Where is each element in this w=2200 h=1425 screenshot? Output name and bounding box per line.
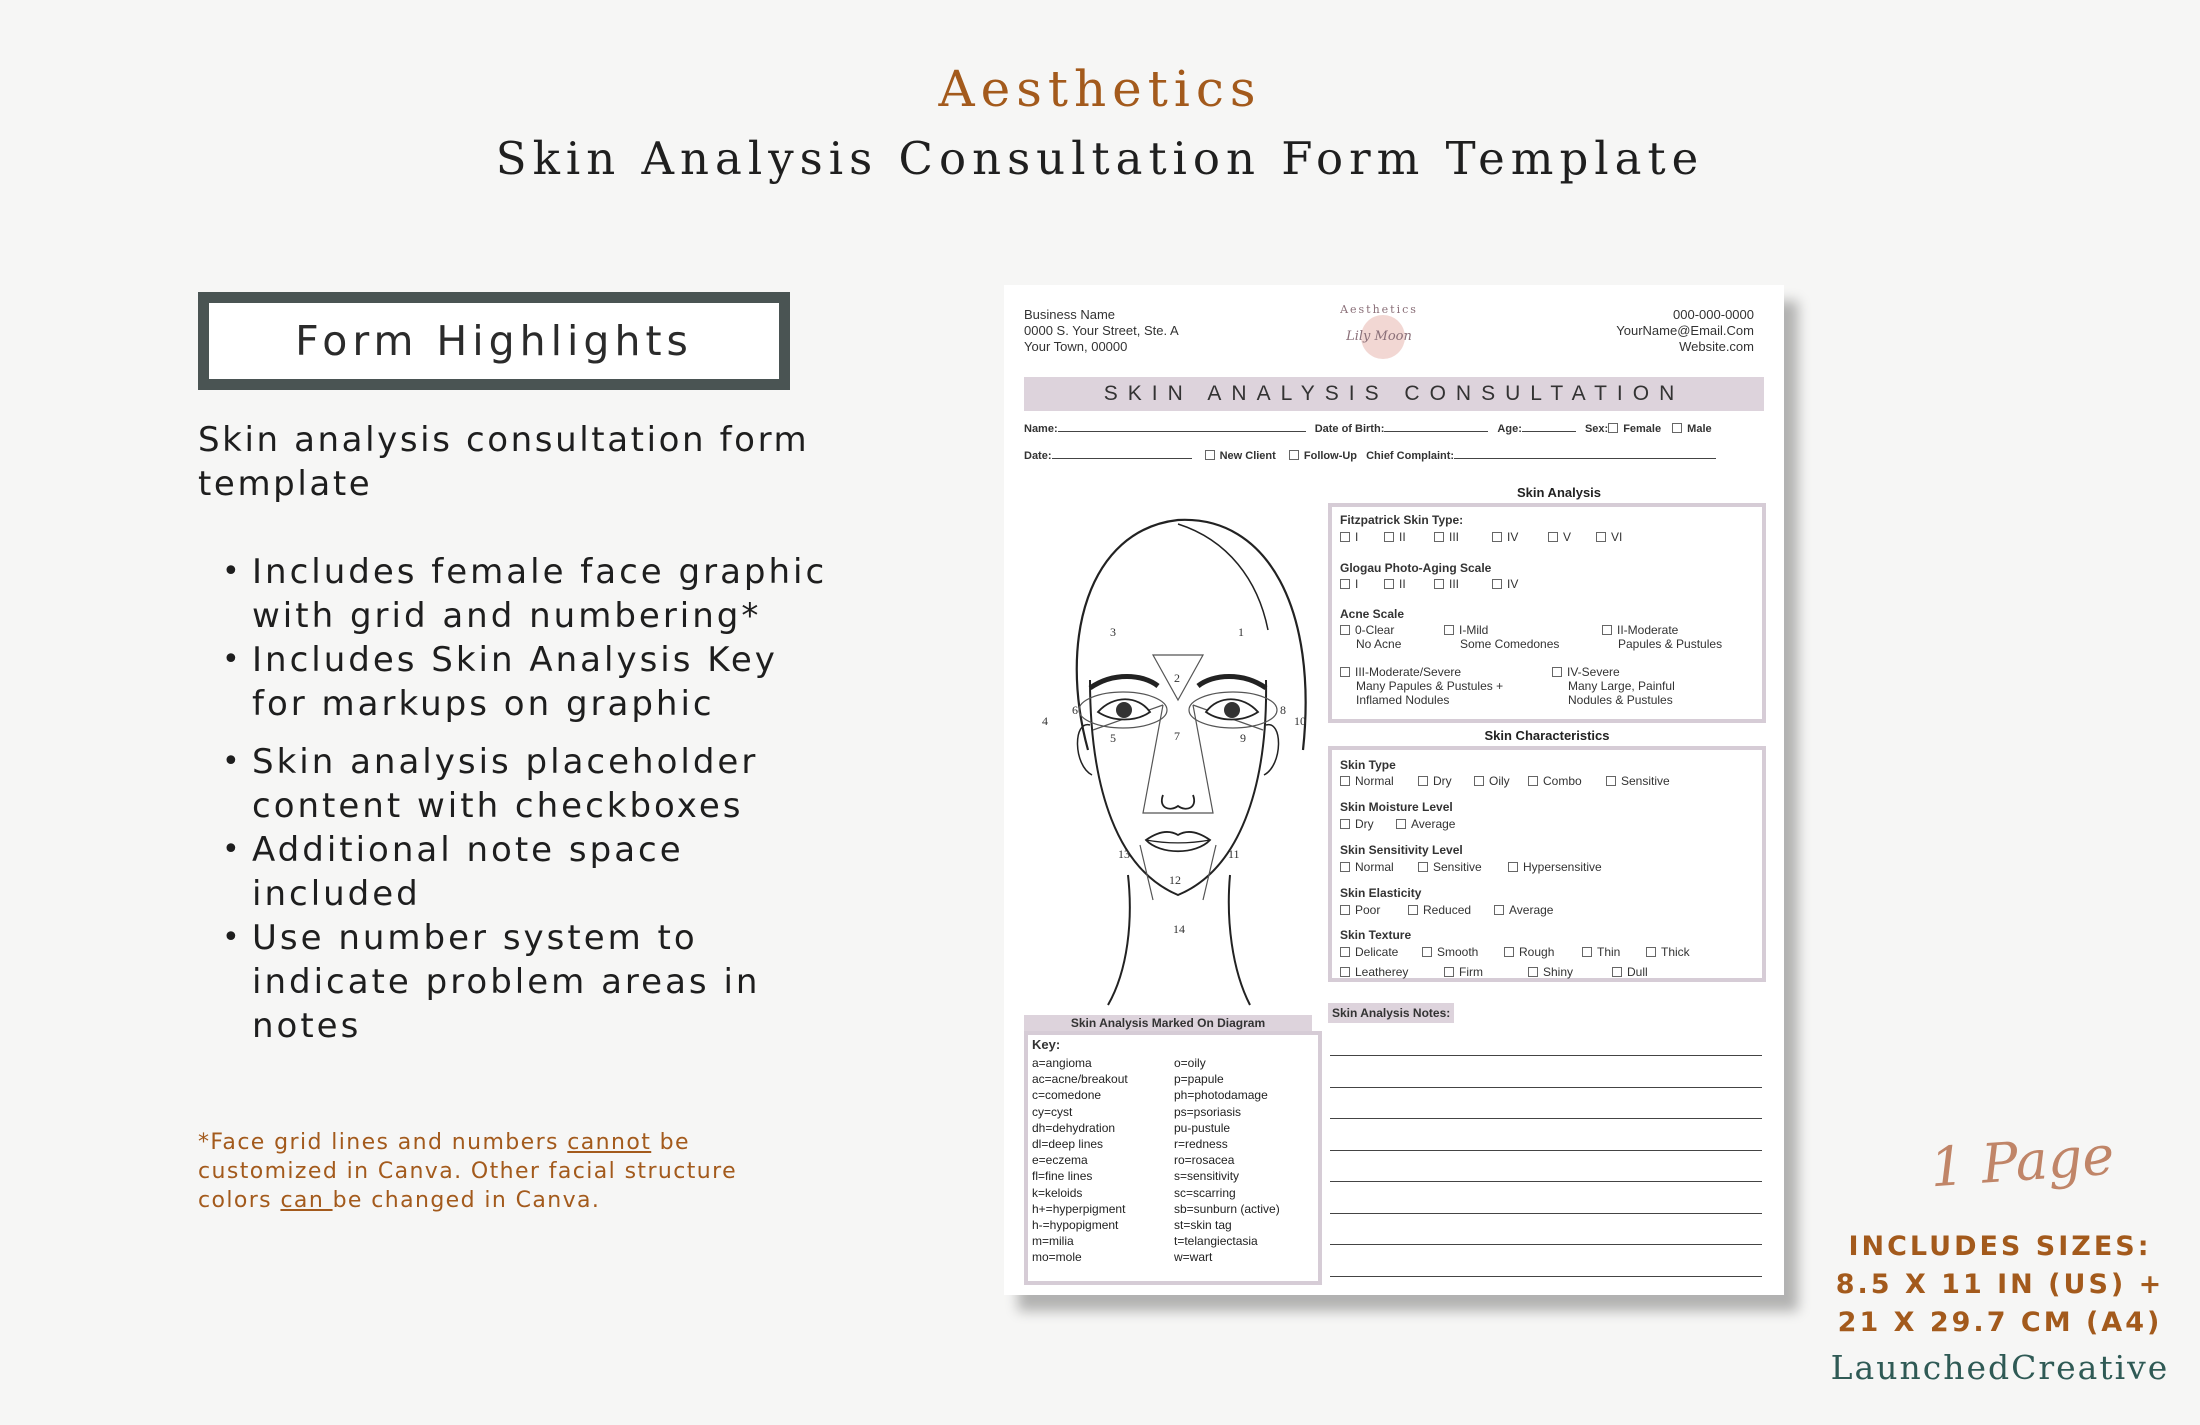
left-brow [1090, 677, 1158, 689]
key-left-column [1032, 1055, 1128, 1266]
logo-top-text: Aesthetics [1340, 303, 1418, 316]
key-item: k=keloids [1032, 1185, 1083, 1200]
form-banner: SKIN ANALYSIS CONSULTATION [1024, 377, 1764, 411]
sizes-line: 21 X 29.7 CM (A4) [1837, 1307, 2163, 1338]
face-number: 14 [1173, 922, 1185, 936]
right-brow [1198, 677, 1266, 689]
key-item: cy=cyst [1032, 1104, 1073, 1119]
face-number: 4 [1042, 714, 1048, 728]
business-info [1024, 307, 1179, 355]
face-number: 6 [1072, 703, 1078, 717]
face-number: 10 [1294, 714, 1306, 728]
sizes-line: 8.5 X 11 IN (US) + [1835, 1269, 2165, 1300]
acne-option: IV-Severe Many Large, Painful Nodules & Pustules [1552, 665, 1675, 707]
business-phone: 000-000-0000 [1673, 307, 1754, 322]
sizes-info [1820, 1228, 2180, 1342]
glogau-options [1340, 577, 1518, 591]
option-label: III [1449, 530, 1460, 544]
sex-label: Sex: [1584, 423, 1609, 435]
key-item: sc=scarring [1174, 1185, 1236, 1200]
option-label: IV [1507, 577, 1519, 591]
footnote-part: be customized in Canva. Other facial structure colors [198, 1130, 738, 1213]
left-eye [1098, 699, 1150, 719]
highlights-list [220, 550, 840, 1048]
business-town: Your Town, 00000 [1024, 339, 1128, 354]
marked-diagram-title: Skin Analysis Marked On Diagram [1024, 1015, 1312, 1031]
age-line [1522, 431, 1576, 432]
male-label: Male [1687, 423, 1712, 435]
face-diagram [1018, 490, 1328, 1010]
dob-label: Date of Birth: [1314, 423, 1385, 435]
key-item: ph=photodamage [1174, 1088, 1268, 1103]
follow-up-label: Follow-Up [1303, 450, 1358, 462]
key-item: pu-pustule [1174, 1120, 1231, 1135]
sensitivity-title: Skin Sensitivity Level [1340, 843, 1463, 857]
notes-line [1330, 1150, 1762, 1151]
intro-text: Skin analysis consultation form template [198, 420, 810, 504]
notes-line [1330, 1276, 1762, 1277]
key-box [1024, 1031, 1322, 1285]
elasticity-options: Poor Reduced Average [1340, 903, 1553, 917]
face-number: 5 [1110, 731, 1116, 745]
page-count-label: 1 Page [1928, 1123, 2117, 1200]
footnote-part: be changed in Canva. [332, 1188, 601, 1213]
client-fields-row-1 [1024, 423, 1712, 435]
face-number: 3 [1110, 625, 1116, 639]
age-label: Age: [1497, 423, 1522, 435]
key-item: r=redness [1174, 1137, 1228, 1152]
option-label: IV [1507, 530, 1519, 544]
logo-script-text: Lily Moon [1346, 329, 1412, 344]
acne-option: III-Moderate/Severe Many Papules & Pustules + Inflamed Nodules [1340, 665, 1503, 707]
face-number: 7 [1174, 729, 1180, 743]
hair-strand-right [1178, 524, 1268, 630]
key-item: dh=dehydration [1032, 1120, 1116, 1135]
page-title: Skin Analysis Consultation Form Template [495, 132, 1705, 185]
key-item: c=comedone [1032, 1088, 1102, 1103]
dob-line [1384, 431, 1488, 432]
skin-type-options: Normal Dry Oily Combo Sensitive [1340, 774, 1670, 788]
option-label: II [1399, 530, 1406, 544]
business-email: YourName@Email.Com [1616, 323, 1754, 338]
option-label: I [1355, 530, 1359, 544]
acne-title: Acne Scale [1340, 607, 1405, 621]
key-title: Key: [1032, 1037, 1061, 1052]
list-item: • Skin analysis placeholder content with checkboxes [220, 740, 840, 828]
notes-line [1330, 1213, 1762, 1214]
complaint-label: Chief Complaint: [1366, 450, 1455, 462]
key-item: sb=sunburn (active) [1174, 1201, 1280, 1216]
notes-line [1330, 1244, 1762, 1245]
option-label: III [1449, 577, 1460, 591]
notes-line [1330, 1087, 1762, 1088]
sensitivity-options: Normal Sensitive Hypersensitive [1340, 860, 1602, 874]
name-line [1058, 431, 1306, 432]
key-right-column [1174, 1055, 1280, 1266]
key-item: mo=mole [1032, 1250, 1082, 1265]
brand-heading: Aesthetics [938, 60, 1262, 118]
acne-option: I-Mild Some Comedones [1444, 623, 1559, 651]
business-street: 0000 S. Your Street, Ste. A [1024, 323, 1179, 338]
form-highlights-title: Form Highlights [295, 317, 693, 365]
face-number: 9 [1240, 731, 1246, 745]
texture-options-2: Leatherey Firm Shiny Dull [1340, 965, 1648, 979]
neck-left [1108, 875, 1130, 1005]
key-item: t=telangiectasia [1174, 1234, 1258, 1249]
complaint-line [1454, 458, 1716, 459]
new-client-label: New Client [1219, 450, 1276, 462]
female-label: Female [1623, 423, 1662, 435]
key-item: dl=deep lines [1032, 1137, 1104, 1152]
nose [1162, 795, 1194, 809]
face-number: 8 [1280, 703, 1286, 717]
notes-line [1330, 1055, 1762, 1056]
list-item: • Additional note space included [220, 828, 840, 916]
follow-up-checkbox [1289, 450, 1299, 460]
business-logo [1334, 299, 1424, 369]
face-number: 13 [1118, 847, 1130, 861]
notes-line [1330, 1118, 1762, 1119]
texture-title: Skin Texture [1340, 928, 1412, 942]
option-label: I [1355, 577, 1359, 591]
key-item: w=wart [1174, 1250, 1213, 1265]
face-number: 12 [1169, 873, 1181, 887]
elasticity-title: Skin Elasticity [1340, 886, 1422, 900]
face-number: 1 [1238, 625, 1244, 639]
skin-characteristics-title: Skin Characteristics [1484, 728, 1610, 743]
form-page-preview [1004, 285, 1784, 1295]
key-item: h+=hyperpigment [1032, 1201, 1126, 1216]
footnote [198, 1128, 798, 1215]
notes-line [1330, 1181, 1762, 1182]
key-item: a=angioma [1032, 1056, 1092, 1070]
list-item: • Includes Skin Analysis Key for markups on graphic [220, 638, 840, 726]
texture-options-1: Delicate Smooth Rough Thin Thick [1340, 945, 1690, 959]
key-item: st=skin tag [1174, 1218, 1232, 1233]
key-item: p=papule [1174, 1072, 1224, 1087]
key-item: e=eczema [1032, 1153, 1088, 1168]
form-highlights-box [198, 292, 790, 390]
right-eye [1206, 699, 1258, 719]
list-item: • Includes female face graphic with grid and numbering* [220, 550, 840, 638]
acne-option: 0-Clear No Acne [1340, 623, 1401, 651]
key-item: fl=fine lines [1032, 1169, 1093, 1184]
date-line [1052, 458, 1192, 459]
list-item: • Use number system to indicate problem areas in notes [220, 916, 840, 1048]
right-ear [1264, 725, 1279, 775]
key-item: ac=acne/breakout [1032, 1072, 1128, 1087]
footnote-emphasis: can [280, 1188, 333, 1213]
acne-option: II-Moderate Papules & Pustules [1602, 623, 1722, 651]
footnote-part: *Face grid lines and numbers [198, 1130, 568, 1155]
option-label: II [1399, 577, 1406, 591]
key-item: o=oily [1174, 1056, 1206, 1070]
glogau-title: Glogau Photo-Aging Scale [1340, 561, 1492, 575]
skin-analysis-box [1328, 503, 1766, 723]
nose-region [1143, 705, 1213, 813]
date-label: Date: [1024, 450, 1052, 462]
new-client-checkbox [1205, 450, 1215, 460]
key-item: ps=psoriasis [1174, 1104, 1242, 1119]
skin-characteristics-box [1328, 746, 1766, 982]
client-fields-row-2 [1024, 450, 1716, 462]
face-number: 11 [1228, 847, 1240, 861]
footnote-emphasis: cannot [567, 1130, 652, 1155]
business-website: Website.com [1679, 339, 1754, 354]
face-number: 2 [1174, 671, 1180, 685]
skin-type-title: Skin Type [1340, 758, 1396, 772]
male-checkbox [1672, 423, 1682, 433]
name-label: Name: [1024, 423, 1058, 435]
option-label: VI [1611, 530, 1623, 544]
key-item: m=milia [1032, 1234, 1074, 1249]
contact-info [1616, 307, 1754, 355]
fitzpatrick-options [1340, 530, 1622, 544]
key-item: h-=hypopigment [1032, 1218, 1119, 1233]
key-item: s=sensitivity [1174, 1169, 1240, 1184]
skin-analysis-title: Skin Analysis [1516, 485, 1602, 500]
notes-title: Skin Analysis Notes: [1328, 1003, 1454, 1023]
creator-brand: LaunchedCreative [1830, 1348, 2170, 1387]
option-label: V [1563, 530, 1572, 544]
business-name: Business Name [1024, 307, 1116, 322]
moisture-options: Dry Average [1340, 817, 1455, 831]
key-item: ro=rosacea [1174, 1153, 1235, 1168]
neck-right [1229, 875, 1250, 1005]
fitzpatrick-title: Fitzpatrick Skin Type: [1340, 513, 1464, 527]
sizes-line: INCLUDES SIZES: [1848, 1231, 2152, 1262]
female-checkbox [1608, 423, 1618, 433]
moisture-title: Skin Moisture Level [1340, 800, 1453, 814]
